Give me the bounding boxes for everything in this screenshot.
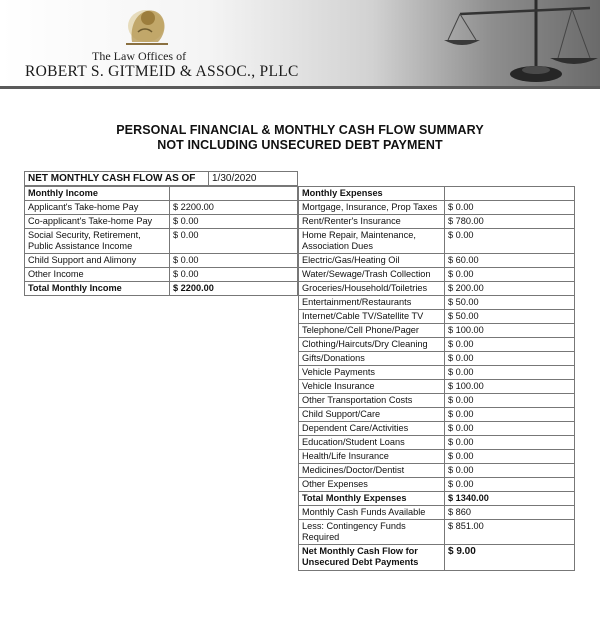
expense-value: $ 0.00 — [445, 366, 575, 380]
cash-available-value: $ 860 — [445, 506, 575, 520]
income-label: Child Support and Alimony — [25, 254, 170, 268]
expense-label: Mortgage, Insurance, Prop Taxes — [299, 201, 445, 215]
cash-available-label: Monthly Cash Funds Available — [299, 506, 445, 520]
table-row — [299, 268, 575, 282]
table-row — [25, 229, 298, 254]
expenses-header: Monthly Expenses — [299, 187, 445, 201]
income-value: $ 2200.00 — [170, 201, 298, 215]
table-row — [299, 422, 575, 436]
table-row — [299, 215, 575, 229]
expense-value: $ 200.00 — [445, 282, 575, 296]
expense-value: $ 0.00 — [445, 436, 575, 450]
firm-name: ROBERT S. GITMEID & ASSOC., PLLC — [25, 63, 299, 80]
income-label: Social Security, Retirement, Public Assistance Income — [25, 229, 170, 254]
expense-value: $ 0.00 — [445, 352, 575, 366]
letterhead — [0, 0, 600, 89]
table-row — [299, 310, 575, 324]
expense-label: Telephone/Cell Phone/Pager — [299, 324, 445, 338]
table-row — [299, 282, 575, 296]
lion-logo-icon — [118, 2, 176, 50]
table-row — [299, 338, 575, 352]
table-row — [299, 352, 575, 366]
expense-value: $ 0.00 — [445, 408, 575, 422]
contingency-label: Less: Contingency Funds Required — [299, 520, 445, 545]
income-label: Applicant's Take-home Pay — [25, 201, 170, 215]
net-cash-flow-date: 1/30/2020 — [209, 172, 298, 186]
table-row — [299, 324, 575, 338]
expense-value: $ 60.00 — [445, 254, 575, 268]
income-value: $ 0.00 — [170, 268, 298, 282]
expense-value: $ 0.00 — [445, 268, 575, 282]
expense-label: Dependent Care/Activities — [299, 422, 445, 436]
net-unsecured-row — [299, 545, 575, 571]
expense-value: $ 100.00 — [445, 324, 575, 338]
expenses-header-row — [299, 187, 575, 201]
scales-of-justice-icon — [440, 0, 600, 86]
table-row — [299, 464, 575, 478]
expense-value: $ 0.00 — [445, 450, 575, 464]
contingency-value: $ 851.00 — [445, 520, 575, 545]
table-row — [299, 478, 575, 492]
table-row — [299, 366, 575, 380]
firm-prefix: The Law Offices of — [92, 49, 187, 63]
expense-label: Water/Sewage/Trash Collection — [299, 268, 445, 282]
expense-value: $ 780.00 — [445, 215, 575, 229]
expense-label: Child Support/Care — [299, 408, 445, 422]
table-row — [25, 254, 298, 268]
income-header-row — [25, 187, 298, 201]
expense-label: Rent/Renter's Insurance — [299, 215, 445, 229]
contingency-row — [299, 520, 575, 545]
expense-value: $ 0.00 — [445, 338, 575, 352]
table-row — [299, 450, 575, 464]
expense-label: Gifts/Donations — [299, 352, 445, 366]
income-value: $ 0.00 — [170, 254, 298, 268]
income-table — [24, 171, 298, 186]
income-label: Other Income — [25, 268, 170, 282]
income-total-label: Total Monthly Income — [25, 282, 170, 296]
expense-label: Other Transportation Costs — [299, 394, 445, 408]
net-cash-flow-label: NET MONTHLY CASH FLOW AS OF — [25, 172, 209, 186]
income-value: $ 0.00 — [170, 215, 298, 229]
expense-label: Vehicle Insurance — [299, 380, 445, 394]
net-cash-flow-row — [25, 172, 298, 186]
expense-label: Entertainment/Restaurants — [299, 296, 445, 310]
expense-value: $ 0.00 — [445, 394, 575, 408]
expenses-total-value: $ 1340.00 — [445, 492, 575, 506]
expense-value: $ 50.00 — [445, 296, 575, 310]
expense-value: $ 0.00 — [445, 478, 575, 492]
income-total-row — [25, 282, 298, 296]
expense-value: $ 0.00 — [445, 201, 575, 215]
table-row — [299, 394, 575, 408]
expenses-table — [298, 186, 575, 571]
table-row — [299, 254, 575, 268]
table-row — [299, 408, 575, 422]
income-header: Monthly Income — [25, 187, 170, 201]
net-unsecured-value: $ 9.00 — [445, 545, 575, 571]
expenses-total-label: Total Monthly Expenses — [299, 492, 445, 506]
expense-label: Clothing/Haircuts/Dry Cleaning — [299, 338, 445, 352]
expense-label: Groceries/Household/Toiletries — [299, 282, 445, 296]
income-detail-table — [24, 186, 298, 296]
expense-label: Medicines/Doctor/Dentist — [299, 464, 445, 478]
table-row — [299, 201, 575, 215]
income-header-value — [170, 187, 298, 201]
expenses-header-value — [445, 187, 575, 201]
expense-value: $ 0.00 — [445, 464, 575, 478]
expense-label: Internet/Cable TV/Satellite TV — [299, 310, 445, 324]
income-total-value: $ 2200.00 — [170, 282, 298, 296]
expense-label: Health/Life Insurance — [299, 450, 445, 464]
expense-value: $ 0.00 — [445, 422, 575, 436]
expense-value: $ 100.00 — [445, 380, 575, 394]
table-row — [25, 215, 298, 229]
table-row — [25, 201, 298, 215]
expense-value: $ 0.00 — [445, 229, 575, 254]
income-label: Co-applicant's Take-home Pay — [25, 215, 170, 229]
expense-label: Home Repair, Maintenance, Association Dues — [299, 229, 445, 254]
table-row — [299, 229, 575, 254]
expense-label: Vehicle Payments — [299, 366, 445, 380]
expense-value: $ 50.00 — [445, 310, 575, 324]
page-title-line-1: PERSONAL FINANCIAL & MONTHLY CASH FLOW SUMMARY — [116, 123, 484, 137]
table-row — [299, 436, 575, 450]
expenses-total-row — [299, 492, 575, 506]
page-title-line-2: NOT INCLUDING UNSECURED DEBT PAYMENT — [157, 138, 443, 152]
table-row — [299, 296, 575, 310]
net-unsecured-label: Net Monthly Cash Flow for Unsecured Debt Payments — [299, 545, 445, 571]
expense-label: Other Expenses — [299, 478, 445, 492]
cash-available-row — [299, 506, 575, 520]
income-value: $ 0.00 — [170, 229, 298, 254]
expense-label: Electric/Gas/Heating Oil — [299, 254, 445, 268]
expense-label: Education/Student Loans — [299, 436, 445, 450]
table-row — [25, 268, 298, 282]
table-row — [299, 380, 575, 394]
